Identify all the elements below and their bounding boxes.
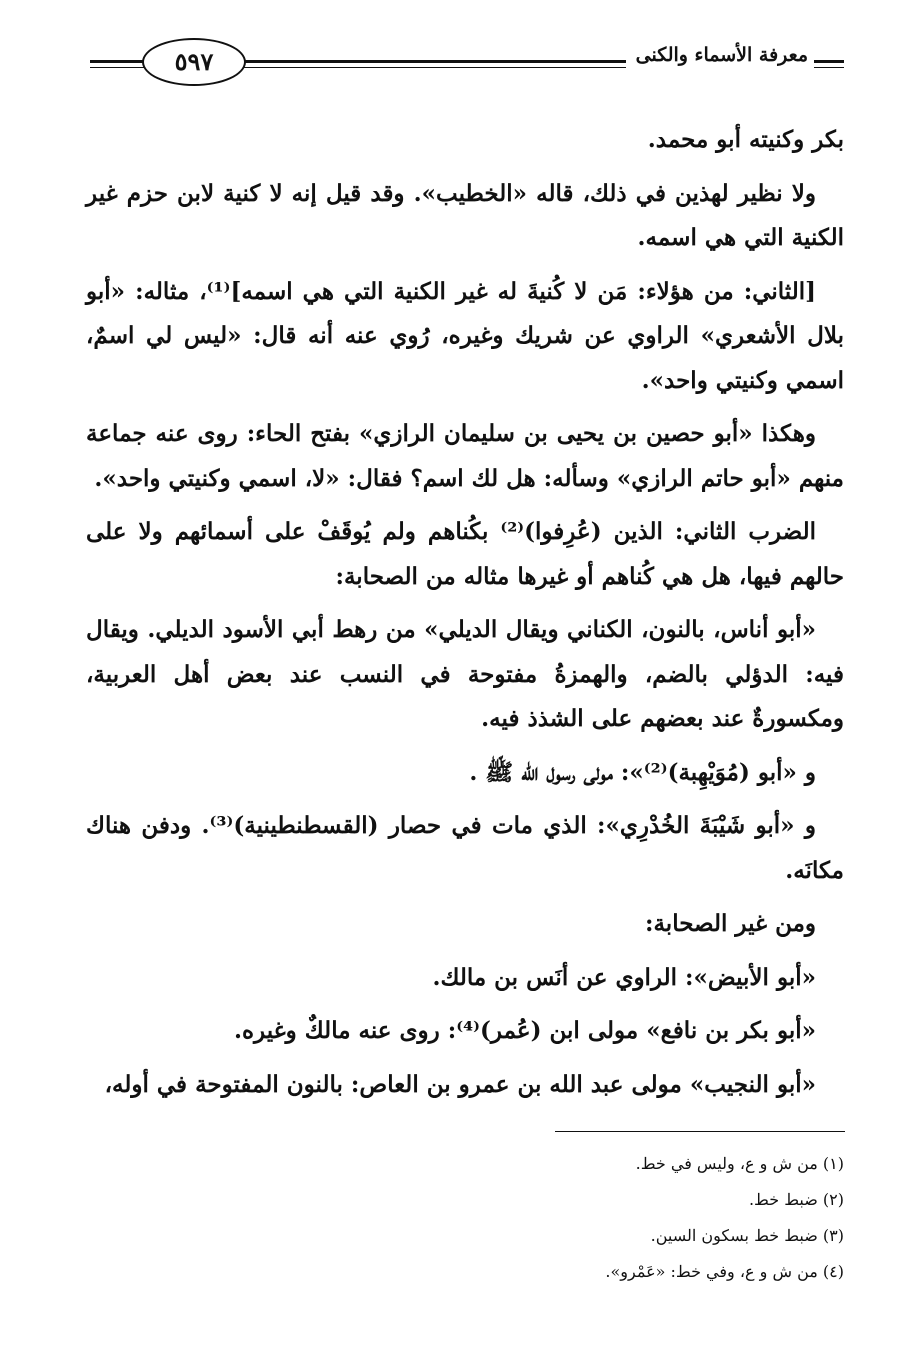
- paragraph: ولا نظير لهذين في ذلك، قاله «الخطيب». وقد قيل إنه لا كنية لابن حزم غير الكنية التي هي اسمه.: [86, 179, 844, 251]
- footnotes: [86, 1146, 844, 1290]
- footnote: (٣) ضبط خط بسكون السين.: [650, 1226, 844, 1245]
- footnote: (٢) ضبط خط.: [748, 1190, 844, 1209]
- header-rule-left: [90, 60, 148, 63]
- footnote-separator: [555, 1131, 845, 1132]
- footnote: (٤) من ش و ع، وفي خط: «عَمْرو».: [605, 1262, 844, 1281]
- running-title: معرفة الأسماء والكنى: [635, 44, 808, 66]
- paragraph: «أبو أناس، بالنون، الكناني ويقال الديلي» من رهط أبي الأسود الديلي. ويقال فيه: الدؤلي بالضم، والهمزةُ مفتوحة في النسب عند بعض أهل العربية، ومكسورةٌ عند بعضهم على الشذذ فيه.: [86, 616, 844, 732]
- header-rule-middle: [236, 60, 626, 63]
- paragraph: «أبو النجيب» مولى عبد الله بن عمرو بن العاص: بالنون المفتوحة في أوله،: [104, 1070, 816, 1098]
- page-header: [86, 34, 846, 94]
- paragraph: بكر وكنيته أبو محمد.: [647, 126, 844, 153]
- page-number: ٥٩٧: [142, 38, 246, 86]
- paragraph: و «أبو (مُوَيْهِبة)⁽²⁾»: مولى رسول الله ﷺ .: [469, 758, 816, 786]
- paragraph: «أبو بكر بن نافع» مولى ابن (عُمر)⁽⁴⁾: روى عنه مالكٌ وغيره.: [233, 1017, 816, 1044]
- paragraph: وهكذا «أبو حصين بن يحيى بن سليمان الرازي» بفتح الحاء: روى عنه جماعة منهم «أبو حاتم الرازي» وسأله: هل لك اسم؟ فقال: «لا، اسمي وكنيتي واحد».: [86, 420, 844, 492]
- paragraph: [الثاني: من هؤلاء: مَن لا كُنيةَ له غير الكنية التي هي اسمه]⁽¹⁾، مثاله: «أبو بلال الأشعري» الراوي عن شريك وغيره، رُوي عنه أنه قال: «ليس لي اسمٌ، اسمي وكنيتي واحد».: [86, 277, 844, 394]
- main-text: [86, 118, 844, 1116]
- paragraph: «أبو الأبيض»: الراوي عن أنَس بن مالك.: [432, 963, 816, 991]
- paragraph: الضرب الثاني: الذين (عُرِفوا)⁽²⁾ بكُناهم ولم يُوقَفْ على أسمائهم ولا على حالهم فيها، هل هي كُناهم أو غيرها مثاله من الصحابة:: [86, 518, 844, 590]
- paragraph: ومن غير الصحابة:: [644, 910, 816, 937]
- header-rule-right: [814, 60, 844, 63]
- paragraph: و «أبو شَيْبَةَ الخُدْرِي»: الذي مات في حصار (القسطنطينية)⁽³⁾. ودفن هناك مكانَه.: [86, 812, 844, 884]
- footnote: (١) من ش و ع، وليس في خط.: [635, 1154, 844, 1173]
